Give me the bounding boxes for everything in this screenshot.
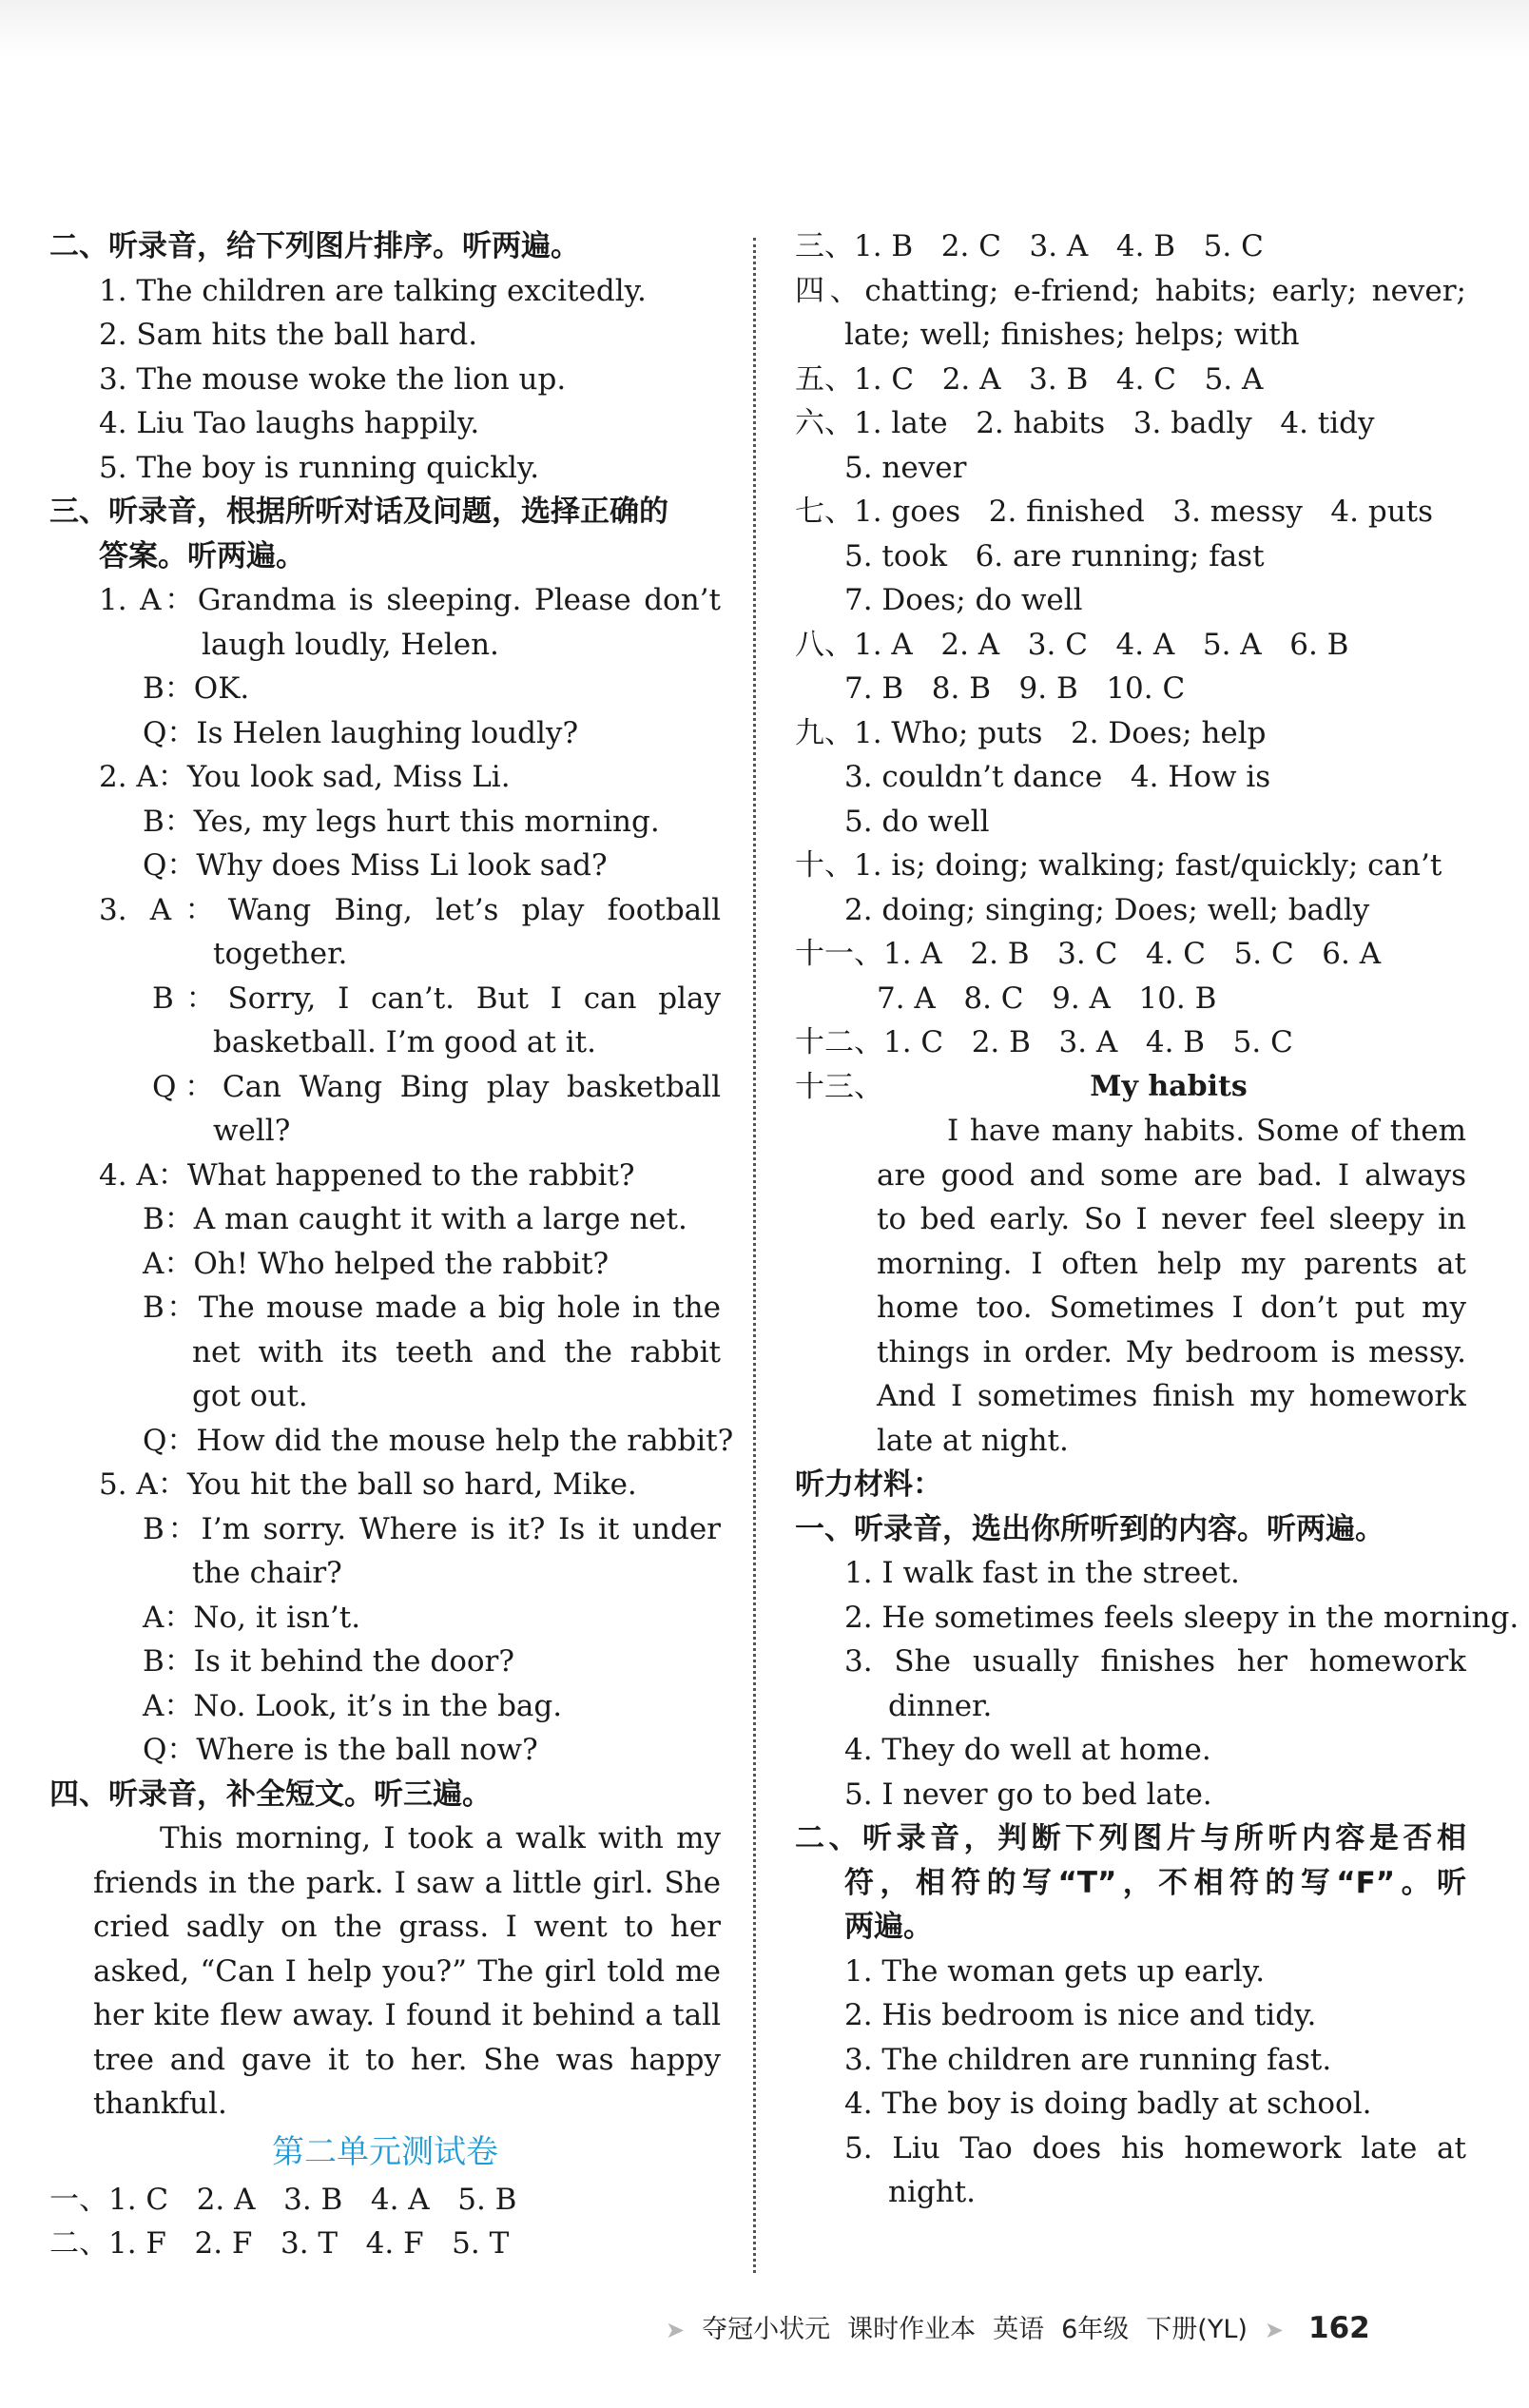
essay-header-row xyxy=(795,1065,1466,1110)
answer-row: 5. took 6. are running; fast xyxy=(844,538,1265,573)
list-item: 4. The boy is doing badly at school. xyxy=(844,2087,1372,2121)
listening-header: 听力材料： xyxy=(795,1467,942,1502)
dialogue-line: 3. A：Wang Bing, let’s play football xyxy=(99,892,721,927)
dialogue-line: 4. A：What happened to the rabbit? xyxy=(99,1157,635,1193)
passage-line: her kite flew away. I found it behind a tall xyxy=(93,1998,721,2032)
answer-row: 3. couldn’t dance 4. How is xyxy=(844,760,1271,794)
section-2-title: 二、听录音，给下列图片排序。听两遍。 xyxy=(49,229,580,263)
dialogue-line: basketball. I’m good at it. xyxy=(213,1025,596,1059)
list-item: 4. They do well at home. xyxy=(844,1733,1211,1767)
dialogue-line: B：A man caught it with a large net. xyxy=(143,1202,687,1236)
list-item: 5. The boy is running quickly. xyxy=(99,450,540,485)
passage-line: This morning, I took a walk with my xyxy=(160,1821,721,1855)
essay-line: are good and some are bad. I always xyxy=(877,1157,1466,1193)
list-item: dinner. xyxy=(888,1688,993,1723)
footer-volume: 下册(YL) xyxy=(1146,2315,1248,2344)
list-item: 1. The children are talking excitedly. xyxy=(99,273,647,308)
essay-line: I have many habits. Some of them xyxy=(947,1114,1466,1148)
page-footer xyxy=(666,2309,1387,2347)
listening-section-2-title: 二、听录音，判断下列图片与所听内容是否相 xyxy=(795,1821,1466,1855)
answer-row: 十一、1. A 2. B 3. C 4. C 5. C 6. A xyxy=(795,937,1382,971)
section-3-title: 三、听录音，根据所听对话及问题，选择正确的 xyxy=(49,495,668,529)
dialogue-line: well? xyxy=(213,1114,291,1148)
dialogue-line: 2. A：You look sad, Miss Li. xyxy=(99,760,511,794)
arrow-icon: ➤ xyxy=(1264,2317,1285,2343)
dialogue-line: B：OK. xyxy=(143,671,250,706)
listening-section-2-title-cont: 符，相符的写“T”，不相符的写“F”。听 xyxy=(844,1865,1466,1900)
dialogue-line: 5. A：You hit the ball so hard, Mike. xyxy=(99,1467,637,1502)
answer-row: 2. doing; singing; Does; well; badly xyxy=(844,892,1370,927)
list-item: night. xyxy=(888,2175,977,2209)
dialogue-line: B：Sorry, I can’t. But I can play xyxy=(152,981,721,1016)
dialogue-line: B：Yes, my legs hurt this morning. xyxy=(143,804,660,839)
answer-row: 十二、1. C 2. B 3. A 4. B 5. C xyxy=(795,1025,1293,1059)
passage-line: tree and gave it to her. She was happy xyxy=(93,2042,721,2077)
footer-book: 课时作业本 xyxy=(847,2315,977,2344)
arrow-icon: ➤ xyxy=(666,2317,686,2343)
footer-brand: 夺冠小状元 xyxy=(702,2315,831,2344)
essay-line: to bed early. So I never feel sleepy in xyxy=(877,1202,1466,1236)
list-item: 3. The mouse woke the lion up. xyxy=(99,361,567,397)
top-shadow xyxy=(0,0,1529,57)
list-item: 5. I never go to bed late. xyxy=(844,1777,1212,1812)
list-item: 1. I walk fast in the street. xyxy=(844,1556,1240,1590)
dialogue-line: Q：How did the mouse help the rabbit? xyxy=(143,1423,734,1458)
answer-row: 九、1. Who; puts 2. Does; help xyxy=(795,715,1267,750)
list-item: 2. His bedroom is nice and tidy. xyxy=(844,1998,1317,2032)
footer-grade: 6年级 xyxy=(1061,2315,1130,2344)
section-3-title-cont: 答案。听两遍。 xyxy=(99,538,305,573)
essay-line: morning. I often help my parents at xyxy=(877,1246,1466,1281)
list-item: 4. Liu Tao laughs happily. xyxy=(99,406,480,440)
dialogue-line: B：The mouse made a big hole in the xyxy=(143,1291,721,1325)
unit-2-title: 第二单元测试卷 xyxy=(272,2132,498,2171)
answer-label: 十三、 xyxy=(795,1069,883,1104)
essay-line: And I sometimes finish my homework xyxy=(877,1379,1466,1413)
listening-section-1-title: 一、听录音，选出你所听到的内容。听两遍。 xyxy=(795,1511,1384,1546)
answer-row: 5. never xyxy=(844,450,967,485)
list-item: 2. He sometimes feels sleepy in the morning. xyxy=(844,1600,1519,1635)
dialogue-line: Q：Can Wang Bing play basketball xyxy=(152,1069,721,1104)
dialogue-line: net with its teeth and the rabbit xyxy=(192,1334,721,1369)
passage-line: friends in the park. I saw a little girl. She xyxy=(93,1865,721,1900)
answer-row: late; well; finishes; helps; with xyxy=(844,318,1300,352)
right-column xyxy=(795,224,1519,2215)
section-4-title: 四、听录音，补全短文。听三遍。 xyxy=(49,1777,492,1812)
answer-row: 7. Does; do well xyxy=(844,583,1083,617)
passage-line: cried sadly on the grass. I went to her xyxy=(93,1910,721,1944)
dialogue-line: Q：Is Helen laughing loudly? xyxy=(143,715,579,750)
dialogue-line: A：No. Look, it’s in the bag. xyxy=(143,1688,563,1723)
passage-line: asked, “Can I help you?” The girl told me xyxy=(93,1953,721,1989)
answer-row: 八、1. A 2. A 3. C 4. A 5. A 6. B xyxy=(795,627,1349,662)
answer-row: 六、1. late 2. habits 3. badly 4. tidy xyxy=(795,406,1375,440)
essay-line: things in order. My bedroom is messy. xyxy=(877,1334,1466,1369)
answer-row: 二、1. F 2. F 3. T 4. F 5. T xyxy=(49,2226,510,2261)
essay-line: late at night. xyxy=(877,1423,1069,1458)
dialogue-line: B：Is it behind the door? xyxy=(143,1644,514,1679)
left-column xyxy=(49,224,734,2266)
column-divider xyxy=(753,238,756,2273)
dialogue-line: Q：Where is the ball now? xyxy=(143,1733,538,1767)
essay-title: My habits xyxy=(1090,1069,1248,1103)
dialogue-line: got out. xyxy=(192,1379,308,1413)
dialogue-line: together. xyxy=(213,937,348,971)
list-item: 5. Liu Tao does his homework late at xyxy=(844,2130,1466,2165)
dialogue-line: A：Oh! Who helped the rabbit? xyxy=(143,1246,610,1281)
list-item: 1. The woman gets up early. xyxy=(844,1953,1266,1989)
answer-row: 三、1. B 2. C 3. A 4. B 5. C xyxy=(795,229,1264,263)
list-item: 2. Sam hits the ball hard. xyxy=(99,318,478,352)
answer-row: 5. do well xyxy=(844,804,990,839)
answer-row: 七、1. goes 2. finished 3. messy 4. puts xyxy=(795,495,1434,529)
answer-row: 7. A 8. C 9. A 10. B xyxy=(877,981,1217,1016)
answer-row: 十、1. is; doing; walking; fast/quickly; can’t xyxy=(795,848,1442,883)
answer-row: 四、chatting; e-friend; habits; early; never; xyxy=(795,273,1466,308)
list-item: 3. She usually finishes her homework xyxy=(844,1644,1466,1679)
dialogue-line: B：I’m sorry. Where is it? Is it under xyxy=(143,1511,721,1546)
essay-line: home too. Sometimes I don’t put my xyxy=(877,1291,1466,1325)
dialogue-line: 1. A：Grandma is sleeping. Please don’t xyxy=(99,583,721,617)
dialogue-line: Q：Why does Miss Li look sad? xyxy=(143,848,608,883)
answer-row: 7. B 8. B 9. B 10. C xyxy=(844,671,1186,706)
page-number: 162 xyxy=(1308,2311,1370,2345)
footer-subject: 英语 xyxy=(993,2315,1045,2344)
dialogue-line: laugh loudly, Helen. xyxy=(202,627,499,662)
dialogue-line: the chair? xyxy=(192,1556,342,1590)
answer-row: 五、1. C 2. A 3. B 4. C 5. A xyxy=(795,361,1264,397)
answer-row: 一、1. C 2. A 3. B 4. A 5. B xyxy=(49,2182,517,2217)
list-item: 3. The children are running fast. xyxy=(844,2042,1332,2077)
listening-section-2-title-cont: 两遍。 xyxy=(844,1910,933,1944)
passage-line: thankful. xyxy=(93,2087,227,2121)
dialogue-line: A：No, it isn’t. xyxy=(143,1600,361,1635)
